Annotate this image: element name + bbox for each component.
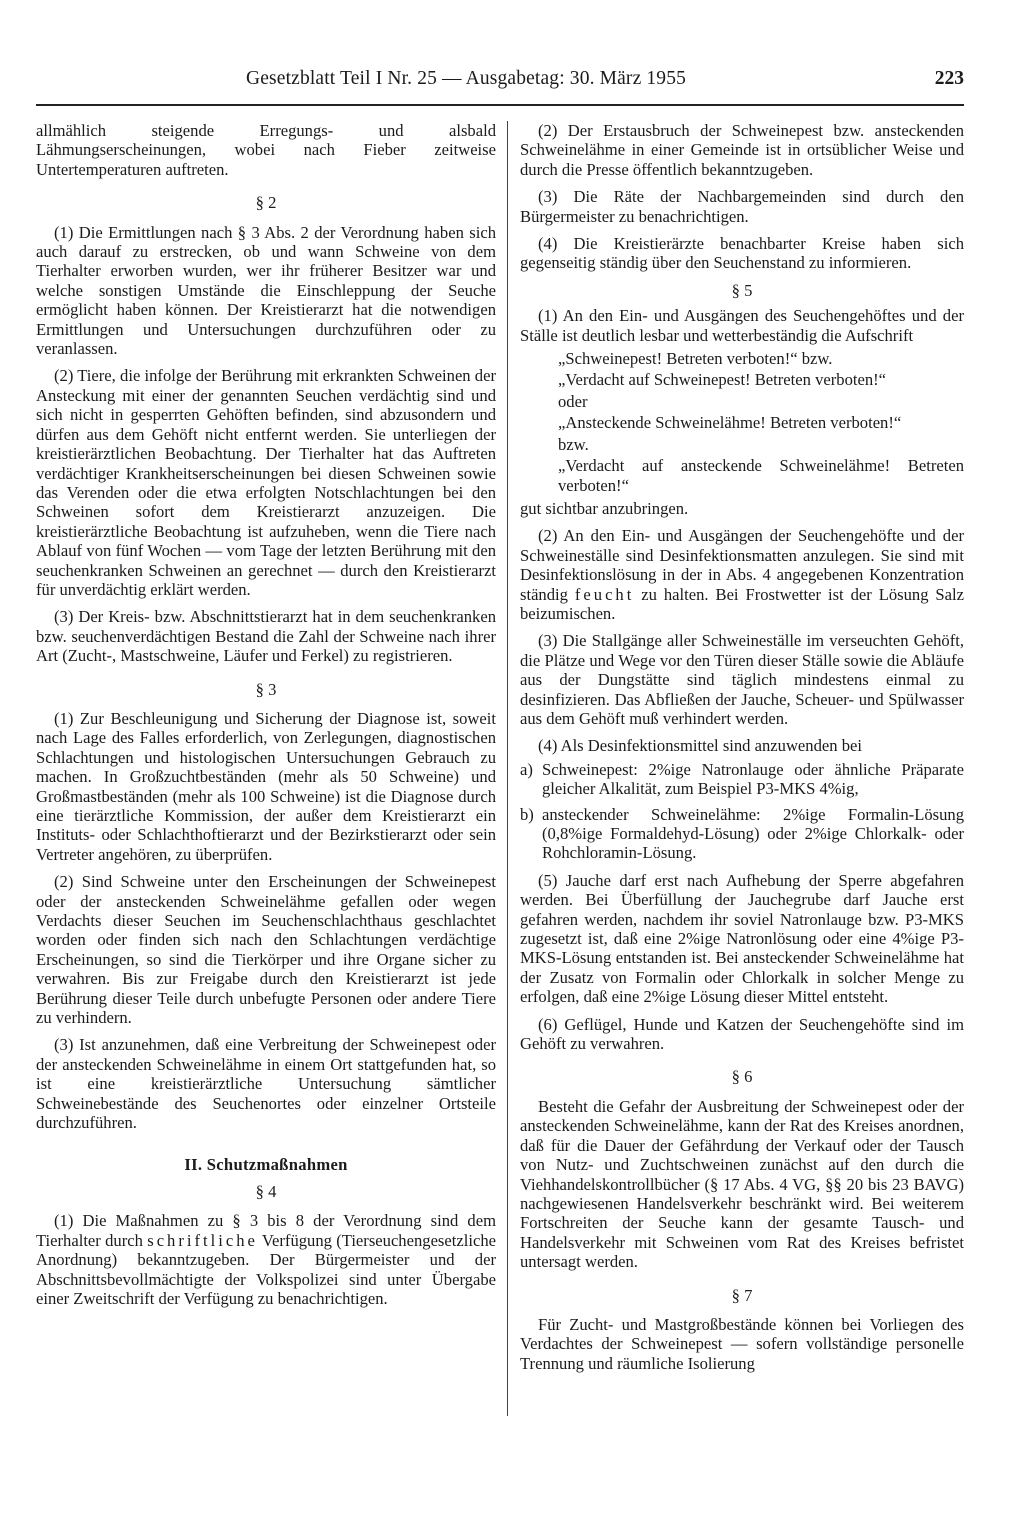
emphasized-word: feucht — [574, 584, 635, 604]
section-3-2: (2) Sind Schweine unter den Erscheinungen der Schweinepest oder der ansteckenden Schweinelähme gefallen oder wegen Verdachts dieser Seuchen im Seuchenschlachthaus geschlachtet worden oder finden sich nach den Schlachtungen verdächtige Erscheinungen, so sind die Tierkörper und ihre Organe sicher zu verwahren. Bis zur Freigabe durch den Kreistierarzt ist jede Berührung dieser Teile durch unbefugte Personen oder andere Tiere zu verhindern. — [36, 872, 496, 1028]
section-4-3: (3) Die Räte der Nachbargemeinden sind durch den Bürgermeister zu benachrichtigen. — [520, 187, 964, 226]
page-number: 223 — [934, 68, 964, 89]
right-column — [520, 121, 964, 1381]
conjunction: bzw. — [558, 434, 589, 454]
paragraph-heading: § 7 — [731, 1285, 753, 1305]
conjunction: oder — [558, 391, 588, 411]
section-5-4: (4) Als Desinfektionsmittel sind anzuwenden bei — [538, 736, 862, 756]
section-2-1: (1) Die Ermittlungen nach § 3 Abs. 2 der Verordnung haben sich auch darauf zu erstrecken, ob und wann Schweine von dem Tierhalter erworben wurden, wer ihr früherer Besitzer war und welche sonstigen Umstände die Einschleppung der Seuche ermöglicht haben können. Der Kreistierarzt hat die notwendigen Ermittlungen und Untersuchungen durchzuführen oder zu veranlassen. — [36, 222, 496, 359]
list-item — [520, 760, 964, 799]
section-4-1 — [36, 1211, 496, 1308]
section-6: Besteht die Gefahr der Ausbreitung der Schweinepest oder der ansteckenden Schweinelähme, kann der Rat des Kreises anordnen, daß für die Dauer der Gefährdung der Verkauf oder der Tausch von Nutz- und Zuchtschweinen zunächst auf den durch die Viehhandelskontrollbücher (§ 17 Abs. 4 VG, §§ 20 bis 23 BAVG) nachgewiesenen Handelsverkehr beschränkt wird. Bei weiterem Fortschreiten der Seuche kann der gesamte Tausch- und Handelsverkehr mit Schweinen vom Rat des Kreises befristet untersagt werden. — [520, 1096, 964, 1272]
section-3-1: (1) Zur Beschleunigung und Sicherung der Diagnose ist, soweit nach Lage des Falles erforderlich, von Zerlegungen, diagnostischen Schlachtungen und histologischen Untersuchungen Gebrauch zu machen. In Großzuchtbeständen (mehr als 50 Schweine) und Großmastbeständen (mehr als 100 Schweine) ist die Diagnose durch eine tierärztliche Kommission, der außer dem Kreistierarzt ein Instituts- oder Schlachthoftierarzt und der Bezirkstierarzt oder sein Vertreter angehören, zu überprüfen. — [36, 708, 496, 864]
section-5-3: (3) Die Stallgänge aller Schweineställe im verseuchten Gehöft, die Plätze und Wege vor den Türen dieser Ställe sowie die Abläufe aus der Dungstätte sind täglich mindestens einmal zu desinfizieren. Das Abfließen der Jauche, Scheuer- und Spülwasser aus dem Gehöft muß verhindert werden. — [520, 631, 964, 728]
emphasized-word: schriftliche — [147, 1230, 258, 1250]
sign-text: „Schweinepest! Betreten verboten!“ bzw. — [558, 349, 833, 369]
section-3-3: (3) Ist anzunehmen, daß eine Verbreitung der Schweinepest oder der ansteckenden Schweinelähme in einem Ort stattgefunden hat, so ist eine kreistierärztliche Untersuchung sämtlicher Schweinebestände des Seuchenortes oder einzelner Ortsteile durchzuführen. — [36, 1035, 496, 1133]
list-label: b) — [520, 804, 534, 824]
sign-text: „Ansteckende Schweinelähme! Betreten verboten!“ — [558, 413, 902, 433]
paragraph-heading: § 3 — [255, 679, 277, 699]
section-5-1: (1) An den Ein- und Ausgängen des Seuchengehöftes und der Ställe ist deutlich lesbar und wetterbeständig die Aufschrift — [520, 306, 964, 345]
section-4-1-text-b: Verfügung (Tierseuchengesetzliche Anordnung) bekanntzugeben. Der Bürgermeister und der Abschnittsbevollmächtigte der Volkspolizei sind unter Übergabe einer Zweitschrift der Verfügung zu benachrichtigen. — [36, 1230, 496, 1308]
list-text: ansteckender Schweinelähme: 2%ige Formalin-Lösung (0,8%ige Formaldehyd-Lösung) oder 2%ige Chlorkalk- oder Rohchloramin-Lösung. — [542, 804, 964, 863]
page-header — [36, 68, 964, 106]
sign-text: „Verdacht auf Schweinepest! Betreten verboten!“ — [558, 370, 887, 390]
section-5-2-text-b: zu halten. Bei Frostwetter ist der Lösung Salz beizumischen. — [520, 584, 964, 623]
section-5-6: (6) Geflügel, Hunde und Katzen der Seuchengehöfte sind im Gehöft zu verwahren. — [520, 1014, 964, 1054]
header-title: Gesetzblatt Teil I Nr. 25 — Ausgabetag: 30. März 1955 — [246, 68, 687, 89]
section-5-2-text-a: (2) An den Ein- und Ausgängen der Seuchengehöfte und der Schweineställe sind Desinfektionsmatten anzulegen. Sie sind mit Desinfektionslösung in der in Abs. 4 angegebenen Konzentration ständig — [520, 526, 964, 604]
sign-text: „Verdacht auf ansteckende Schweinelähme! Betreten verboten!“ — [558, 456, 964, 495]
list-item — [520, 805, 964, 863]
left-column — [36, 121, 496, 1316]
section-2-2: (2) Tiere, die infolge der Berührung mit erkrankten Schweinen der Ansteckung mit einer der genannten Seuchen verdächtig sind und sich nicht in gesperrten Gehöften befinden, sind abzusondern und dürfen aus dem Gehöft nicht entfernt werden. Sie unterliegen der kreistierärztlichen Beobachtung. Der Tierhalter hat das Auftreten verdächtiger Krankheitserscheinungen bei diesen Schweinen sowie das Verenden oder die etwa erfolgten Notschlachtungen bei den Schweinen sofort dem Kreistierarzt anzuzeigen. Die kreistierärztliche Beobachtung ist aufzuheben, wenn die Tiere nach Ablauf von fünf Wochen — vom Tage der letzten Berührung mit den seuchenkranken Schweinen an gerechnet — durch den Kreistierarzt für unverdächtig erklärt werden. — [36, 366, 496, 599]
paragraph-heading: § 2 — [255, 193, 277, 213]
section-5-2 — [520, 526, 964, 623]
section-4-2: (2) Der Erstausbruch der Schweinepest bzw. ansteckenden Schweinelähme in einer Gemeinde ist in ortsüblicher Weise und durch die Presse öffentlich bekanntzugeben. — [520, 121, 964, 179]
column-divider — [507, 121, 508, 1416]
section-4-4: (4) Die Kreistierärzte benachbarter Kreise haben sich gegenseitig ständig über den Seuchenstand zu informieren. — [520, 234, 964, 273]
section-2-3: (3) Der Kreis- bzw. Abschnittstierarzt hat in dem seuchenkranken bzw. seuchenverdächtigen Bestand die Zahl der Schweine nach ihrer Art (Zucht-, Mastschweine, Läufer und Ferkel) zu registrieren. — [36, 607, 496, 666]
section-heading: II. Schutzmaßnahmen — [184, 1154, 348, 1174]
paragraph-heading: § 6 — [731, 1067, 753, 1087]
list-text: Schweinepest: 2%ige Natronlauge oder ähnliche Präparate gleicher Alkalität, zum Beispiel P3-MKS 4%ig, — [542, 759, 964, 799]
section-5-5: (5) Jauche darf erst nach Aufhebung der Sperre abgefahren werden. Bei Überfüllung der Jauchegrube darf Jauche erst gefahren werden, nachdem ihr soviel Natronlauge bzw. P3-MKS zugesetzt ist, daß eine 2%ige Natronlösung oder eine 4%ige P3-MKS-Lösung entstanden ist. Bei ansteckender Schweinelähme hat der Zusatz von Formalin oder Chlorkalk in solcher Menge zu erfolgen, daß eine 2%ige Lösung dieser Mittel entsteht. — [520, 870, 964, 1007]
continued-text: allmählich steigende Erregungs- und alsbald Lähmungserscheinungen, wobei nach Fieber zeitweise Untertemperaturen auftreten. — [36, 121, 496, 179]
section-7: Für Zucht- und Mastgroßbestände können bei Vorliegen des Verdachtes der Schweinepest — sofern vollständige personelle Trennung und räumliche Isolierung — [520, 1314, 964, 1373]
list-label: a) — [520, 759, 533, 779]
section-5-1-end: gut sichtbar anzubringen. — [520, 498, 689, 518]
paragraph-heading: § 5 — [731, 280, 753, 300]
section-4-1-text-a: (1) Die Maßnahmen zu § 3 bis 8 der Verordnung sind dem Tierhalter durch — [36, 1211, 496, 1250]
paragraph-heading: § 4 — [255, 1181, 277, 1201]
